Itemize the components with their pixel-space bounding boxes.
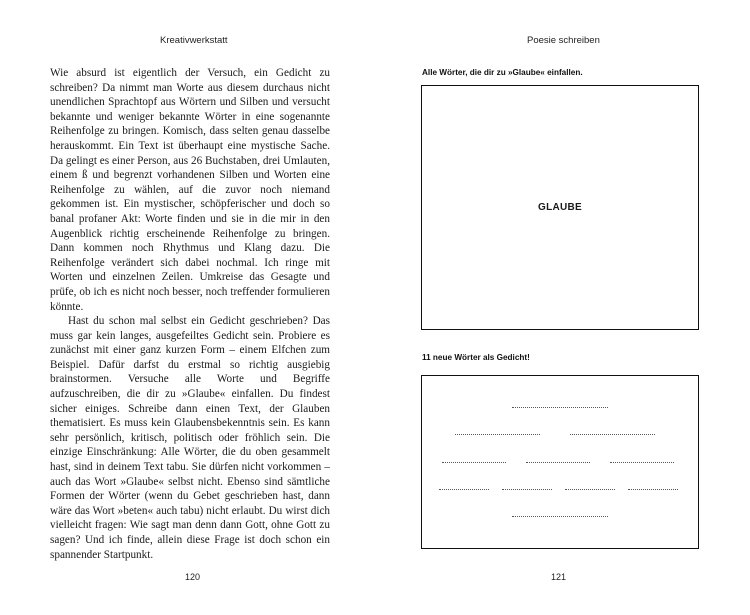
page-number-right: 121 bbox=[551, 572, 567, 582]
right-page bbox=[375, 0, 750, 615]
word-line-4[interactable] bbox=[442, 462, 506, 463]
word-line-6[interactable] bbox=[610, 462, 674, 463]
prompt-brainstorm: Alle Wörter, die dir zu »Glaube« einfallen. bbox=[422, 68, 583, 77]
elfchen-box bbox=[421, 375, 699, 549]
word-line-5[interactable] bbox=[526, 462, 590, 463]
prompt-poem: 11 neue Wörter als Gedicht! bbox=[422, 353, 530, 362]
paragraph-1: Wie absurd ist eigentlich der Versuch, ein Gedicht zu schreiben? Da nimmt man Worte aus diesem durchaus nicht unendlichen Sprachtopf aus Wörtern und Silben und versucht bekannte und weniger bekannte Wörter in eine sogenannte Reihenfolge zu bringen. Komisch, dass selten genau dasselbe herauskommt. Ein Text ist überhaupt eine mystische Sache. Da gelingt es einer Person, aus 26 Buchstaben, drei Umlauten, einem ß und begrenzt vorhandenen Silben und Worten eine Reihenfolge zu wählen, auf die zuvor noch niemand gekommen ist. Ein mystischer, schöpferischer und doch so banal profaner Akt: Worte finden und sie in die mir in den Augenblick richtig erscheinende Reihenfolge zu bringen. Dann kommen noch Rhythmus und Klang dazu. Die Reihenfolge verändert sich dabei nochmal. Ich ringe mit Worten und einzelnen Zeilen. Umkreise das Gesagte und prüfe, ob ich es nicht noch besser, noch treffender formulieren könnte. bbox=[50, 67, 330, 313]
paragraph-2: Hast du schon mal selbst ein Gedicht geschrieben? Das muss gar kein langes, ausgefeiltes Gedicht sein. Probiere es zunächst mit einer ganz kurzen Form – einem Elfchen zum Beispiel. Dafür darfst du erstmal so richtig ausgiebig brainstormen. Versuche alle Worte und Begriffe aufzuschreiben, die dir zu »Glaube« einfallen. Du findest sicher einiges. Schreibe dann einen Text, der Glauben thematisiert. Es muss kein Glaubensbekenntnis sein. Es kann sehr persönlich, kritisch, politisch oder fröhlich sein. Die einzige Einschränkung: Alle Wörter, die du oben gesammelt hast, sind in deinem Text tabu. Sie dürfen nicht vorkommen – auch das Wort »Glaube« selbst nicht. Ebenso sind sämtliche Formen der Wörter (wenn du Gebet geschrieben hast, dann wäre das Wort »beten« auch tabu) nicht erlaubt. Du wirst dich vielleicht fragen: Wie sagt man denn dann Gott, ohne Gott zu sagen? Und ich finde, allein diese Frage ist doch schon ein spannender Startpunkt. bbox=[50, 315, 330, 561]
page-number-left: 120 bbox=[185, 572, 201, 582]
word-line-8[interactable] bbox=[502, 489, 552, 490]
body-text bbox=[50, 66, 330, 562]
word-line-1[interactable] bbox=[512, 407, 608, 408]
word-line-7[interactable] bbox=[439, 489, 489, 490]
word-line-11[interactable] bbox=[512, 516, 608, 517]
word-line-3[interactable] bbox=[570, 434, 655, 435]
word-line-9[interactable] bbox=[565, 489, 615, 490]
brainstorm-box[interactable] bbox=[421, 85, 699, 330]
box-keyword: GLAUBE bbox=[537, 202, 583, 213]
running-head-right: Poesie schreiben bbox=[527, 35, 600, 46]
word-line-2[interactable] bbox=[455, 434, 540, 435]
word-line-10[interactable] bbox=[628, 489, 678, 490]
running-head-left: Kreativwerkstatt bbox=[160, 35, 228, 46]
